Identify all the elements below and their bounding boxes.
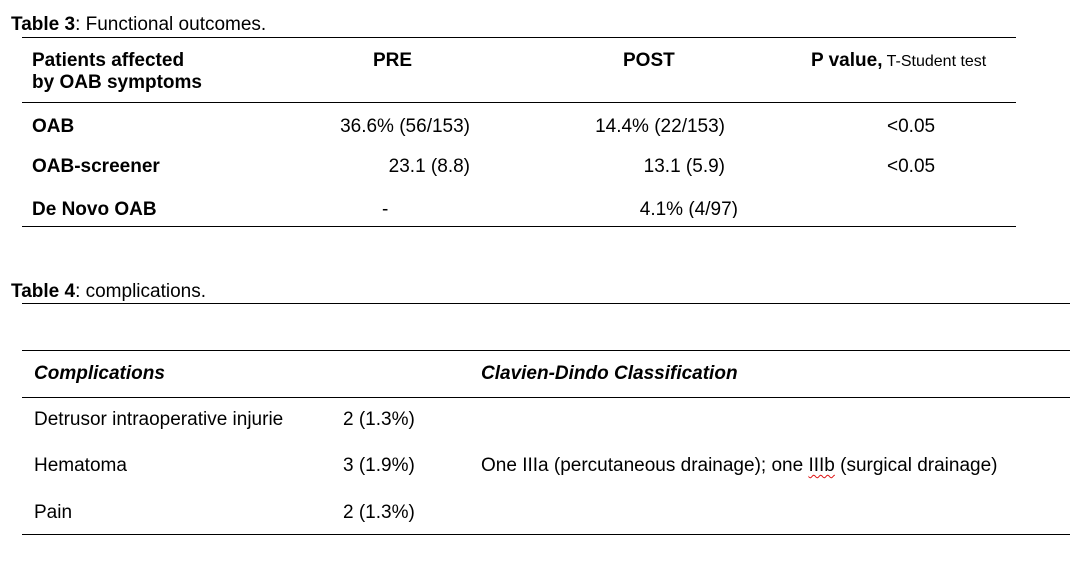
table3-header-pre: PRE [373,50,413,71]
table4-row-label: Pain [34,502,73,523]
table4-row-label: Detrusor intraoperative injurie [34,409,284,430]
table3-caption [11,14,266,36]
table4-caption-rule [22,303,1070,304]
table4-header-complications: Complications [34,363,165,384]
table4-top-rule [22,350,1070,351]
spellcheck-underline: IIIb [808,455,835,476]
table3-row-label: OAB-screener [32,156,160,177]
table4-row-count: 2 (1.3%) [343,502,415,523]
table3-row-pre: - [382,199,389,218]
table3-row-post: 4.1% (4/97) [639,199,738,218]
table4-caption-label: Table 4 [11,281,76,302]
table4-header-rule [22,397,1070,398]
table4-row-label: Hematoma [34,455,127,476]
table3-caption-text: : Functional outcomes. [75,14,267,35]
table3-row-pvalue: <0.05 [887,156,936,177]
table3-top-rule [22,37,1016,38]
table4-row-classification: One IIIa (percutaneous drainage); one IIIb (surgical drainage) [481,455,998,476]
table3-row-post: 14.4% (22/153) [595,116,725,137]
table3-row-pre: 23.1 (8.8) [388,156,470,177]
table4-bottom-rule [22,534,1070,535]
table4-caption [11,281,206,303]
table3-header-pvalue: P value, T-Student test [811,50,987,71]
table3-header-post: POST [623,50,675,71]
table4-row-count: 2 (1.3%) [343,409,415,430]
table4-caption-text: : complications. [75,281,207,302]
table3-row-post: 13.1 (5.9) [643,156,725,177]
table3-header-rule [22,102,1016,103]
table3-bottom-rule [22,226,1016,227]
table3-row-label: De Novo OAB [32,199,157,218]
table3-row-pvalue: <0.05 [887,116,936,137]
table3-row-pre: 36.6% (56/153) [340,116,470,137]
table4-row-count: 3 (1.9%) [343,455,415,476]
table3-caption-label: Table 3 [11,14,76,35]
table3-row-label: OAB [32,116,75,137]
table4-header-classification: Clavien-Dindo Classification [481,363,738,384]
table3-header-col1: Patients affected by OAB symptoms [32,50,202,93]
table3-last-row [22,196,1016,218]
